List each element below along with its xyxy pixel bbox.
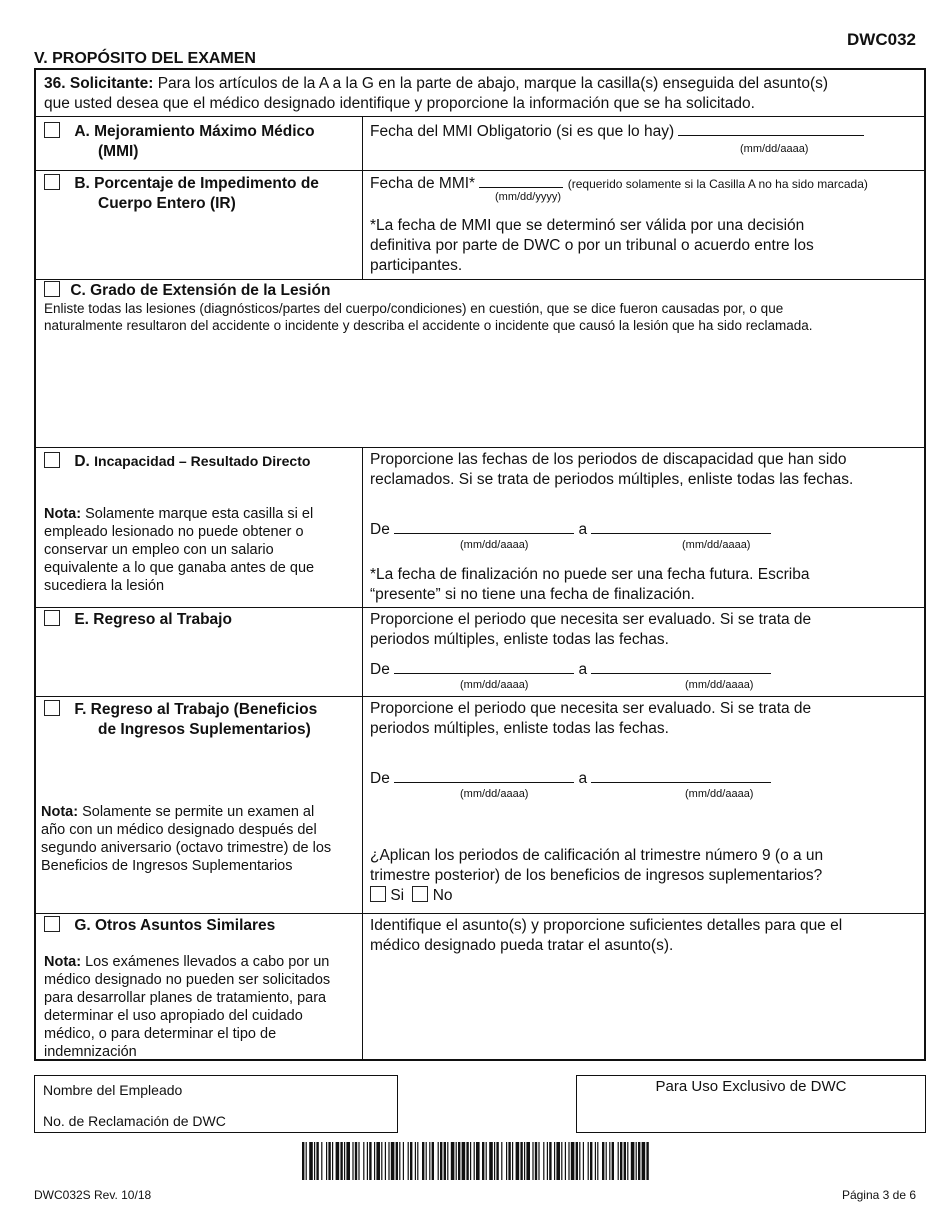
return-work-to-label: a — [578, 661, 588, 678]
section-title: V. PROPÓSITO DEL EXAMEN — [34, 50, 256, 67]
barcode-bar — [410, 1142, 412, 1180]
other-note-4: determinar el uso apropiado del cuidado — [44, 1008, 303, 1024]
mmi-date-format: (mm/dd/aaaa) — [740, 143, 809, 155]
barcode-bar — [636, 1142, 637, 1180]
disability-foot-1: *La fecha de finalización no puede ser una fecha futura. Escriba — [370, 566, 810, 583]
barcode-bar — [444, 1142, 446, 1180]
barcode-bar — [458, 1142, 460, 1180]
barcode-bar — [549, 1142, 551, 1180]
mmi-date-field[interactable] — [678, 122, 864, 136]
barcode-bar — [309, 1142, 313, 1180]
barcode-bar — [451, 1142, 455, 1180]
barcode-bar — [388, 1142, 389, 1180]
column-divider — [362, 447, 363, 1061]
barcode-bar — [565, 1142, 566, 1180]
barcode-bar — [470, 1142, 471, 1180]
barcode-bar — [340, 1142, 342, 1180]
barcode-bar — [602, 1142, 604, 1180]
barcode-bar — [576, 1142, 578, 1180]
sib-note-2: año con un médico designado después del — [41, 822, 317, 838]
barcode — [302, 1142, 650, 1180]
barcode-bar — [396, 1142, 398, 1180]
row-divider — [36, 913, 924, 914]
barcode-bar — [496, 1142, 498, 1180]
barcode-bar — [417, 1142, 418, 1180]
disability-note-label: Nota: — [44, 506, 82, 522]
employee-info-box — [34, 1075, 398, 1133]
sib-note-label: Nota: — [41, 804, 79, 820]
dwc-use-box — [576, 1075, 926, 1133]
barcode-bar — [474, 1142, 475, 1180]
mmi-date-label: Fecha del MMI Obligatorio (si es que lo hay) — [370, 123, 675, 140]
impairment-title-2: Cuerpo Entero (IR) — [98, 195, 236, 212]
return-work-instr-2: periodos múltiples, enliste todas las fechas. — [370, 631, 669, 648]
other-instr-2: médico designado pueda tratar el asunto(s). — [370, 937, 674, 954]
other-title: G. Otros Asuntos Similares — [74, 917, 276, 934]
barcode-bar — [486, 1142, 487, 1180]
barcode-bar — [627, 1142, 628, 1180]
barcode-bar — [561, 1142, 562, 1180]
form-revision: DWC032S Rev. 10/18 — [34, 1188, 152, 1202]
row-divider — [36, 447, 924, 448]
mmi-date-b-field[interactable] — [479, 174, 563, 188]
barcode-bar — [516, 1142, 520, 1180]
extent-text-1: Enliste todas las lesiones (diagnósticos/partes del cuerpo/condiciones) en cuestión, que se dice fueron causadas por, o que — [44, 301, 784, 316]
mmi-note-1: *La fecha de MMI que se determinó ser válida por una decisión — [370, 217, 805, 234]
mmi-note-2: definitiva por parte de DWC o por un tribunal o acuerdo entre los — [370, 237, 814, 254]
mmi-date-b-label: Fecha de MMI* — [370, 175, 476, 192]
sib-instr-1: Proporcione el periodo que necesita ser evaluado. Si se trata de — [370, 700, 812, 717]
disability-from-label: De — [370, 521, 390, 538]
barcode-bar — [568, 1142, 569, 1180]
barcode-bar — [344, 1142, 345, 1180]
disability-note-5: sucediera la lesión — [44, 578, 165, 594]
return-work-title: E. Regreso al Trabajo — [74, 611, 232, 628]
other-instr-1: Identifique el asunto(s) y proporcione suficientes detalles para que el — [370, 917, 843, 934]
sib-from-label: De — [370, 770, 390, 787]
barcode-bar — [438, 1142, 439, 1180]
barcode-bar — [501, 1142, 502, 1180]
disability-title: Incapacidad – Resultado Directo — [94, 453, 311, 469]
other-note-label: Nota: — [44, 954, 82, 970]
return-work-instr-1: Proporcione el periodo que necesita ser evaluado. Si se trata de — [370, 611, 812, 628]
barcode-bar — [476, 1142, 480, 1180]
sib-from-field[interactable] — [394, 769, 574, 783]
barcode-bar — [326, 1142, 327, 1180]
barcode-bar — [590, 1142, 592, 1180]
barcode-bar — [532, 1142, 533, 1180]
barcode-bar — [399, 1142, 400, 1180]
barcode-bar — [547, 1142, 548, 1180]
sib-to-label: a — [578, 770, 588, 787]
barcode-bar — [520, 1142, 522, 1180]
barcode-bar — [543, 1142, 544, 1180]
mmi-date-b-format: (mm/dd/yyyy) — [495, 191, 561, 203]
sib-question-1: ¿Aplican los periodos de calificación al trimestre número 9 (o a un — [370, 847, 824, 864]
other-note-6: indemnización — [44, 1044, 137, 1060]
barcode-bar — [415, 1142, 416, 1180]
barcode-bar — [646, 1142, 648, 1180]
barcode-bar — [440, 1142, 442, 1180]
applicant-label: 36. Solicitante: — [44, 75, 154, 92]
barcode-bar — [385, 1142, 386, 1180]
return-work-from-label: De — [370, 661, 390, 678]
sib-note-1: Solamente se permite un examen al — [82, 804, 315, 820]
barcode-bar — [612, 1142, 614, 1180]
other-note-1: Los exámenes llevados a cabo por un — [85, 954, 330, 970]
row-divider — [36, 170, 924, 171]
sib-to-format: (mm/dd/aaaa) — [685, 788, 754, 800]
barcode-bar — [535, 1142, 537, 1180]
mmi-note-3: participantes. — [370, 257, 463, 274]
checkbox-other[interactable] — [44, 916, 60, 932]
disability-note-3: conservar un empleo con un salario — [44, 542, 274, 558]
barcode-bar — [355, 1142, 357, 1180]
barcode-bar — [302, 1142, 304, 1180]
barcode-bar — [374, 1142, 375, 1180]
form-table — [34, 68, 926, 1061]
disability-to-field[interactable] — [591, 520, 771, 534]
barcode-bar — [595, 1142, 596, 1180]
return-work-to-format: (mm/dd/aaaa) — [685, 679, 754, 691]
barcode-bar — [508, 1142, 510, 1180]
disability-note-2: empleado lesionado no puede obtener o — [44, 524, 304, 540]
barcode-bar — [524, 1142, 525, 1180]
extent-answer-area[interactable] — [44, 340, 918, 440]
claim-no-label: No. de Reclamación de DWC — [43, 1113, 226, 1129]
barcode-bar — [321, 1142, 322, 1180]
barcode-bar — [381, 1142, 382, 1180]
intro-text-2: que usted desea que el médico designado identifique y proporcione la información que se ha solicitado. — [44, 95, 755, 112]
checkbox-impairment[interactable] — [44, 174, 60, 190]
sib-title: F. Regreso al Trabajo (Beneficios — [74, 701, 318, 718]
barcode-bar — [466, 1142, 468, 1180]
sib-title-2: de Ingresos Suplementarios) — [98, 721, 311, 738]
disability-note-1: Solamente marque esta casilla si el — [85, 506, 314, 522]
return-work-from-format: (mm/dd/aaaa) — [460, 679, 529, 691]
barcode-bar — [489, 1142, 493, 1180]
other-note-2: médico designado no pueden ser solicitados — [44, 972, 331, 988]
barcode-bar — [358, 1142, 359, 1180]
barcode-bar — [638, 1142, 640, 1180]
barcode-bar — [606, 1142, 607, 1180]
barcode-bar — [597, 1142, 598, 1180]
other-answer-area[interactable] — [370, 960, 918, 1056]
checkbox-no[interactable] — [412, 886, 428, 902]
checkbox-extent[interactable] — [44, 281, 60, 297]
barcode-bar — [391, 1142, 395, 1180]
checkbox-return-work[interactable] — [44, 610, 60, 626]
sib-question-2: trimestre posterior) de los beneficios de ingresos suplementarios? — [370, 867, 823, 884]
barcode-bar — [462, 1142, 466, 1180]
dwc-use-label: Para Uso Exclusivo de DWC — [655, 1078, 847, 1095]
disability-note-4: equivalente a lo que ganaba antes de que — [44, 560, 315, 576]
form-code: DWC032 — [847, 30, 916, 49]
extent-title: C. Grado de Extensión de la Lesión — [70, 282, 331, 299]
mmi-title-abbrev: (MMI) — [98, 143, 139, 160]
barcode-bar — [306, 1142, 307, 1180]
disability-from-format: (mm/dd/aaaa) — [460, 539, 529, 551]
mmi-title: A. Mejoramiento Máximo Médico — [74, 123, 315, 140]
other-note-3: para desarrollar planes de tratamiento, para — [44, 990, 327, 1006]
row-divider — [36, 696, 924, 697]
barcode-bar — [336, 1142, 340, 1180]
disability-from-field[interactable] — [394, 520, 574, 534]
barcode-bar — [618, 1142, 619, 1180]
barcode-bar — [447, 1142, 448, 1180]
disability-to-label: a — [578, 521, 588, 538]
disability-letter: D. — [74, 453, 90, 470]
barcode-bar — [631, 1142, 635, 1180]
barcode-bar — [506, 1142, 507, 1180]
other-note-5: médico, o para determinar el tipo de — [44, 1026, 277, 1042]
barcode-bar — [332, 1142, 333, 1180]
barcode-bar — [512, 1142, 513, 1180]
sib-note-4: Beneficios de Ingresos Suplementarios — [41, 858, 293, 874]
barcode-bar — [403, 1142, 404, 1180]
no-label: No — [432, 887, 453, 904]
barcode-bar — [328, 1142, 330, 1180]
barcode-bar — [346, 1142, 350, 1180]
barcode-bar — [422, 1142, 424, 1180]
barcode-bar — [556, 1142, 560, 1180]
barcode-bar — [352, 1142, 353, 1180]
sib-instr-2: periodos múltiples, enliste todas las fechas. — [370, 720, 669, 737]
employee-name-label: Nombre del Empleado — [43, 1082, 183, 1098]
barcode-bar — [369, 1142, 371, 1180]
checkbox-disability[interactable] — [44, 452, 60, 468]
barcode-bar — [482, 1142, 484, 1180]
barcode-bar — [316, 1142, 318, 1180]
barcode-bar — [367, 1142, 368, 1180]
row-divider — [36, 279, 924, 280]
sib-note-3: segundo aniversario (octavo trimestre) de los — [41, 840, 332, 856]
barcode-bar — [363, 1142, 364, 1180]
checkbox-mmi[interactable] — [44, 122, 60, 138]
disability-foot-2: “presente” si no tiene una fecha de finalización. — [370, 586, 695, 603]
page-number: Página 3 de 6 — [841, 1188, 916, 1202]
disability-to-format: (mm/dd/aaaa) — [682, 539, 751, 551]
extent-text-2: naturalmente resultaron del accidente o incidente y describa el accidente o incidente que causó la lesión que ha sido reclamada. — [44, 318, 813, 333]
barcode-bar — [571, 1142, 575, 1180]
barcode-bar — [494, 1142, 495, 1180]
sib-to-field[interactable] — [591, 769, 771, 783]
return-work-to-field[interactable] — [591, 660, 771, 674]
mmi-date-b-note: (requerido solamente si la Casilla A no ha sido marcada) — [567, 177, 868, 191]
barcode-bar — [620, 1142, 622, 1180]
barcode-bar — [408, 1142, 409, 1180]
checkbox-yes[interactable] — [370, 886, 386, 902]
impairment-title: B. Porcentaje de Impedimento de — [74, 175, 319, 192]
column-divider — [362, 116, 363, 279]
sib-from-format: (mm/dd/aaaa) — [460, 788, 529, 800]
barcode-bar — [429, 1142, 430, 1180]
barcode-bar — [432, 1142, 434, 1180]
return-work-from-field[interactable] — [394, 660, 574, 674]
barcode-bar — [609, 1142, 610, 1180]
checkbox-sib[interactable] — [44, 700, 60, 716]
barcode-bar — [554, 1142, 555, 1180]
barcode-bar — [376, 1142, 380, 1180]
barcode-bar — [314, 1142, 315, 1180]
disability-instr-1: Proporcione las fechas de los periodos de discapacidad que han sido — [370, 451, 847, 468]
barcode-bar — [583, 1142, 584, 1180]
intro-text-1: Para los artículos de la A a la G en la parte de abajo, marque la casilla(s) enseguida del asunto(s) — [157, 75, 829, 92]
row-divider — [36, 607, 924, 608]
barcode-bar — [456, 1142, 457, 1180]
disability-instr-2: reclamados. Si se trata de periodos múltiples, enliste todas las fechas. — [370, 471, 854, 488]
barcode-bar — [642, 1142, 646, 1180]
yes-label: Si — [390, 887, 405, 904]
row-divider — [36, 116, 924, 117]
barcode-bar — [624, 1142, 626, 1180]
barcode-bar — [426, 1142, 427, 1180]
barcode-bar — [588, 1142, 589, 1180]
barcode-bar — [538, 1142, 539, 1180]
barcode-bar — [579, 1142, 580, 1180]
barcode-bar — [526, 1142, 530, 1180]
